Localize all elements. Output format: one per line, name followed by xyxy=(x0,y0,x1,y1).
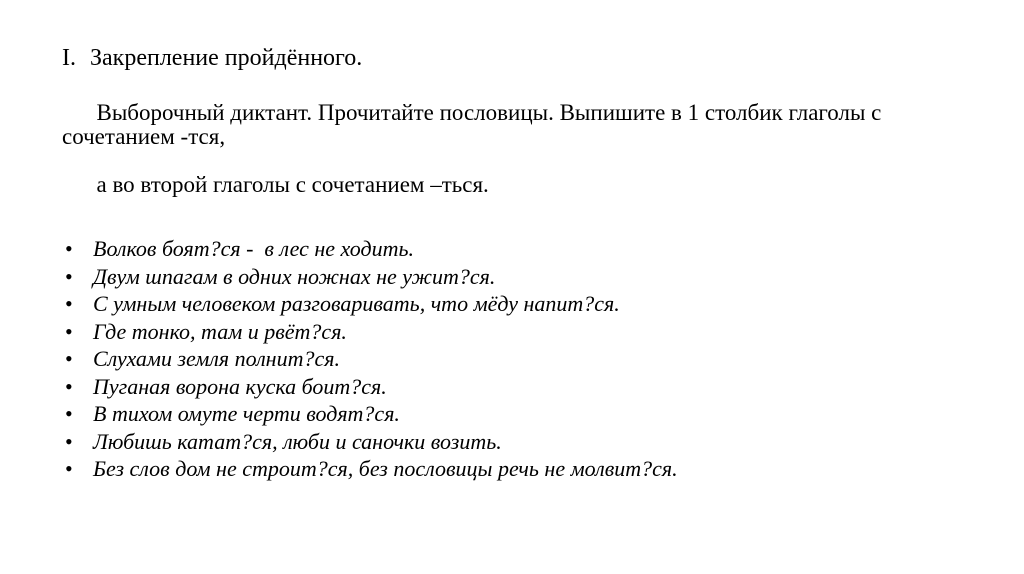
task-line-2: а во второй глаголы с сочетанием –ться. xyxy=(96,172,489,197)
proverb-item: • Двум шпагам в одних ножнах не ужит?ся. xyxy=(62,263,988,291)
proverb-item: • Слухами земля полнит?ся. xyxy=(62,345,988,373)
section-heading xyxy=(62,44,988,72)
proverb-list xyxy=(62,235,988,483)
proverb-item: • Любишь катат?ся, люби и саночки возить. xyxy=(62,428,988,456)
proverb-item: • Пуганая ворона куска боит?ся. xyxy=(62,373,988,401)
task-line-1: Выборочный диктант. Прочитайте пословицы. Выпишите в 1 столбик глаголы с сочетанием -тся, xyxy=(62,100,888,149)
proverb-item: • С умным человеком разговаривать, что мёду напит?ся. xyxy=(62,290,988,318)
proverb-item: • В тихом омуте черти водят?ся. xyxy=(62,400,988,428)
proverb-item: • Без слов дом не строит?ся, без пословицы речь не молвит?ся. xyxy=(62,455,988,483)
section-number: I. xyxy=(62,45,76,71)
proverb-item: • Волков боят?ся - в лес не ходить. xyxy=(62,235,988,263)
task-paragraph xyxy=(62,77,988,221)
section-title: Закрепление пройдённого. xyxy=(90,45,363,71)
proverb-item: • Где тонко, там и рвёт?ся. xyxy=(62,318,988,346)
slide-content xyxy=(62,44,988,483)
